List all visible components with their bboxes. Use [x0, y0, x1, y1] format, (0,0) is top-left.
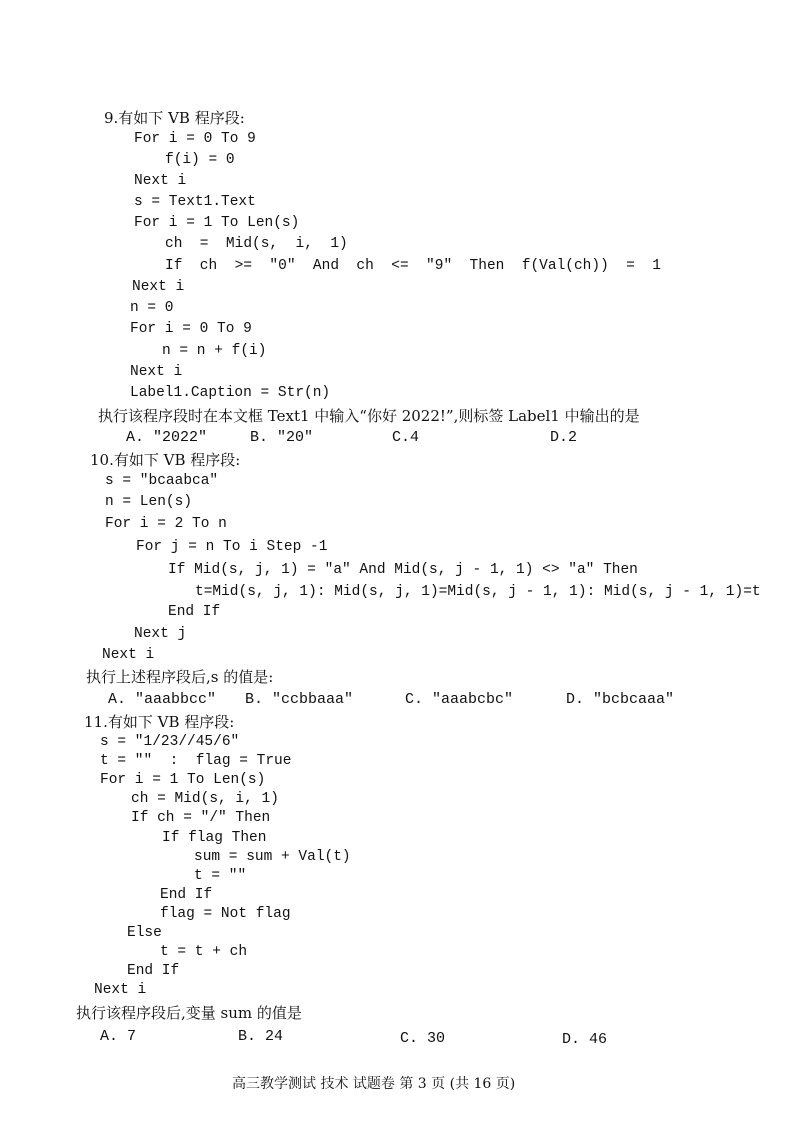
q10-option-c: C. "aaabcbc"	[405, 691, 514, 708]
q9-option-c: C.4	[392, 429, 420, 446]
q10-title: 10.有如下 VB 程序段:	[90, 451, 241, 469]
q10-option-d: D. "bcbcaaa"	[566, 691, 675, 708]
code-line: ch = Mid(s, i, 1)	[165, 236, 348, 252]
code-line: For i = 0 To 9	[130, 321, 252, 337]
q10-question: 执行上述程序段后,s 的值是:	[86, 668, 274, 686]
code-line: Label1.Caption = Str(n)	[130, 385, 331, 401]
q11-option-d: D. 46	[562, 1031, 608, 1048]
code-line: s = "bcaabca"	[105, 473, 219, 489]
code-line: For i = 1 To Len(s)	[134, 215, 300, 231]
q11-option-c: C. 30	[400, 1030, 446, 1047]
code-line: Next j	[134, 626, 187, 642]
code-line: Next i	[102, 647, 155, 663]
code-line: sum = sum + Val(t)	[194, 849, 351, 865]
code-line: n = 0	[130, 300, 174, 316]
code-line: End If	[168, 604, 221, 620]
code-line: Else	[127, 925, 162, 941]
q11-option-b: B. 24	[238, 1028, 284, 1045]
code-line: If ch >= "0" And ch <= "9" Then f(Val(ch)) = 1	[165, 258, 661, 274]
code-line: End If	[127, 963, 180, 979]
q11-question: 执行该程序段后,变量 sum 的值是	[76, 1004, 302, 1022]
q11-title: 11.有如下 VB 程序段:	[84, 713, 235, 731]
code-line: t = "" : flag = True	[100, 753, 292, 769]
code-line: Next i	[130, 364, 183, 380]
code-line: If Mid(s, j, 1) = "a" And Mid(s, j - 1, 1) <> "a" Then	[168, 562, 638, 578]
q11-option-a: A. 7	[100, 1028, 137, 1045]
code-line: s = Text1.Text	[134, 194, 256, 210]
code-line: For j = n To i Step -1	[136, 539, 328, 555]
code-line: For i = 1 To Len(s)	[100, 772, 266, 788]
code-line: If ch = "/" Then	[131, 810, 271, 826]
code-line: End If	[160, 887, 213, 903]
code-line: For i = 2 To n	[105, 516, 227, 532]
code-line: For i = 0 To 9	[134, 131, 256, 147]
q10-option-b: B. "ccbbaaa"	[245, 691, 354, 708]
code-line: Next i	[132, 279, 185, 295]
code-line: ch = Mid(s, i, 1)	[131, 791, 279, 807]
code-line: n = Len(s)	[105, 494, 193, 510]
page-footer: 高三教学测试 技术 试题卷 第 3 页 (共 16 页)	[232, 1076, 516, 1092]
code-line: Next i	[134, 173, 187, 189]
code-line: If flag Then	[162, 830, 267, 846]
code-line: t = ""	[194, 868, 247, 884]
code-line: s = "1/23//45/6"	[100, 734, 240, 750]
q9-option-b: B. "20"	[250, 429, 314, 446]
q9-question: 执行该程序段时在本文框 Text1 中输入“你好 2022!”,则标签 Label1 中输出的是	[98, 407, 640, 425]
q10-option-a: A. "aaabbcc"	[108, 691, 217, 708]
code-line: t=Mid(s, j, 1): Mid(s, j, 1)=Mid(s, j - 1, 1): Mid(s, j - 1, 1)=t	[195, 584, 761, 600]
code-line: n = n + f(i)	[162, 343, 267, 359]
code-line: f(i) = 0	[165, 152, 235, 168]
code-line: t = t + ch	[160, 944, 248, 960]
code-line: Next i	[94, 982, 147, 998]
code-line: flag = Not flag	[160, 906, 291, 922]
q9-option-d: D.2	[550, 429, 578, 446]
q9-title: 9.有如下 VB 程序段:	[104, 109, 245, 127]
q9-option-a: A. "2022"	[126, 429, 208, 446]
